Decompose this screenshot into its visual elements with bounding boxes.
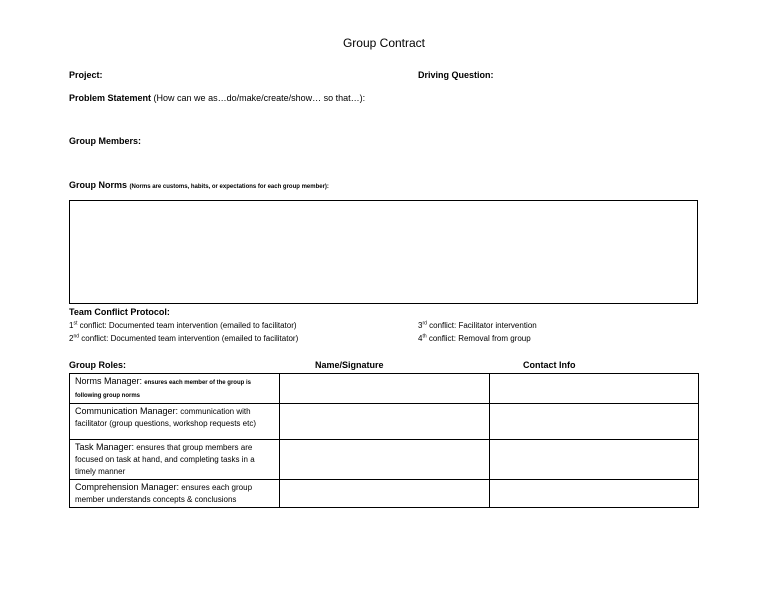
problem-statement-hint: (How can we as…do/make/create/show… so that…): xyxy=(153,93,366,103)
group-norms-box[interactable] xyxy=(69,200,698,304)
conflict-item-2: 2nd conflict: Documented team intervention (emailed to facilitator) xyxy=(69,333,299,343)
contact-cell[interactable] xyxy=(490,480,699,508)
role-name: Communication Manager: xyxy=(75,406,179,416)
table-row xyxy=(70,480,699,508)
signature-cell[interactable] xyxy=(280,440,490,480)
header-name-signature: Name/Signature xyxy=(315,360,384,370)
table-row xyxy=(70,404,699,440)
conflict-item-1: 1st conflict: Documented team intervention (emailed to facilitator) xyxy=(69,320,297,330)
problem-statement-label: Problem Statement xyxy=(69,93,152,103)
group-members-label: Group Members: xyxy=(69,136,142,146)
role-cell xyxy=(70,374,280,404)
role-description: ensures that group members are focused on task at hand, and completing tasks in a timely manner xyxy=(75,443,255,476)
driving-question-label: Driving Question: xyxy=(418,70,494,80)
group-roles-table xyxy=(69,373,699,508)
role-cell xyxy=(70,404,280,440)
role-cell xyxy=(70,440,280,480)
contact-cell[interactable] xyxy=(490,374,699,404)
role-name: Comprehension Manager: xyxy=(75,482,180,492)
table-row xyxy=(70,374,699,404)
project-label: Project: xyxy=(69,70,103,80)
role-cell xyxy=(70,480,280,508)
role-description: ensures each group member understands concepts & conclusions xyxy=(75,483,253,504)
group-norms-label: Group Norms xyxy=(69,180,128,190)
team-conflict-title: Team Conflict Protocol: xyxy=(69,307,170,317)
role-name: Task Manager: xyxy=(75,442,135,452)
signature-cell[interactable] xyxy=(280,374,490,404)
problem-statement-line xyxy=(69,93,365,103)
role-description: ensures each member of the group is following group norms xyxy=(75,380,251,399)
group-norms-hint: (Norms are customs, habits, or expectations for each group member): xyxy=(129,184,329,190)
signature-cell[interactable] xyxy=(280,404,490,440)
contact-cell[interactable] xyxy=(490,404,699,440)
header-group-roles: Group Roles: xyxy=(69,360,127,370)
contact-cell[interactable] xyxy=(490,440,699,480)
role-name: Norms Manager: xyxy=(75,376,143,386)
signature-cell[interactable] xyxy=(280,480,490,508)
role-description: communication with facilitator (group questions, workshop requests etc) xyxy=(75,407,256,428)
conflict-item-3: 3rd conflict: Facilitator intervention xyxy=(418,320,537,330)
header-contact-info: Contact Info xyxy=(523,360,576,370)
group-norms-line xyxy=(69,180,329,190)
document-title: Group Contract xyxy=(342,36,426,50)
table-row xyxy=(70,440,699,480)
conflict-item-4: 4th conflict: Removal from group xyxy=(418,333,531,343)
